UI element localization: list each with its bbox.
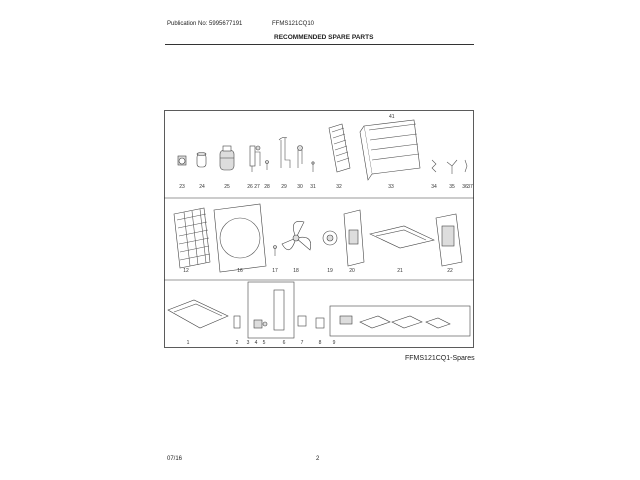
part-number-label: 4 xyxy=(254,340,258,346)
part-number-label: 35 xyxy=(449,184,455,190)
page-title: RECOMMENDED SPARE PARTS xyxy=(274,34,374,41)
part-switch xyxy=(298,316,306,326)
page-number: 2 xyxy=(316,456,320,462)
part-number-label: 29 xyxy=(281,184,287,190)
part-number-label: 27 xyxy=(254,184,260,190)
footer-date: 07/16 xyxy=(167,456,183,462)
part-number-label: 9 xyxy=(332,340,336,346)
callout-top: 41 xyxy=(389,114,395,120)
part-number-label: 33 xyxy=(388,184,394,190)
part-number-label: 37 xyxy=(467,184,473,190)
part-number-label: 6 xyxy=(282,340,286,346)
publication-number: Publication No: 5995677191 xyxy=(167,21,243,27)
part-number-label: 8 xyxy=(318,340,322,346)
part-bracket-small xyxy=(234,316,240,328)
part-number-label: 21 xyxy=(397,268,403,274)
part-terminal-block xyxy=(178,156,186,165)
part-fan-shroud xyxy=(214,204,266,272)
part-number-label: 1 xyxy=(186,340,190,346)
part-number-label: 36 xyxy=(462,184,468,190)
part-number-label: 17 xyxy=(272,268,278,274)
part-number-label: 22 xyxy=(447,268,453,274)
part-number-label: 24 xyxy=(199,184,205,190)
part-rear-grille xyxy=(174,208,210,268)
part-number-label: 19 xyxy=(327,268,333,274)
spare-parts-diagram xyxy=(164,110,474,348)
part-number-label: 5 xyxy=(262,340,266,346)
part-number-label: 16 xyxy=(237,268,243,274)
part-number-label: 3 xyxy=(246,340,250,346)
part-blower-wheel xyxy=(323,231,337,245)
diagram-caption: FFMS121CQ1-Spares xyxy=(405,355,475,362)
part-number-label: 30 xyxy=(297,184,303,190)
part-capacitor xyxy=(197,153,206,168)
part-number-label: 31 xyxy=(310,184,316,190)
part-number-label: 25 xyxy=(224,184,230,190)
part-number-label: 26 xyxy=(247,184,253,190)
part-number-label: 7 xyxy=(300,340,304,346)
part-number-label: 32 xyxy=(336,184,342,190)
header-rule xyxy=(165,44,474,45)
part-number-label: 23 xyxy=(179,184,185,190)
part-relay xyxy=(316,318,324,328)
part-number-label: 20 xyxy=(349,268,355,274)
part-number-label: 18 xyxy=(293,268,299,274)
model-number: FFMS121CQ10 xyxy=(272,21,315,27)
part-number-label: 2 xyxy=(235,340,239,346)
part-number-label: 28 xyxy=(264,184,270,190)
part-number-label: 12 xyxy=(183,268,189,274)
part-number-label: 34 xyxy=(431,184,437,190)
